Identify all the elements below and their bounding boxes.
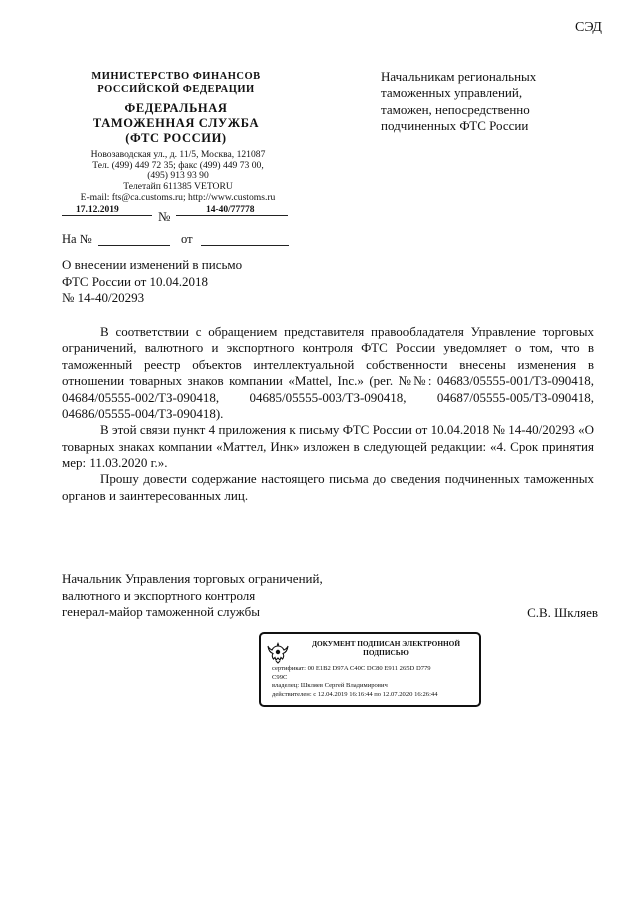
stamp-details <box>272 665 477 699</box>
service-line-2: ТАМОЖЕННАЯ СЛУЖБА <box>92 116 260 130</box>
contact-teletype: Телетайп 611385 VETORU <box>123 181 233 193</box>
subject-line-1: О внесении изменений в письмо <box>62 257 243 272</box>
signatory-position <box>62 571 323 621</box>
position-line-2: валютного и экспортного контроля <box>62 587 256 603</box>
subject-line-3: № 14-40/20293 <box>62 290 145 306</box>
signatory-name: С.В. Шкляев <box>527 605 598 620</box>
stamp-title-line-1: ДОКУМЕНТ ПОДПИСАН ЭЛЕКТРОННОЙ <box>311 639 461 648</box>
registration-number-label: № <box>158 209 171 224</box>
contact-address: Новозаводская ул., д. 11/5, Москва, 121087 <box>90 149 266 160</box>
stamp-certificate-cont: C99C <box>272 673 288 681</box>
ministry-line-1: МИНИСТЕРСТВО ФИНАНСОВ <box>91 71 261 82</box>
stamp-title-line-2: ПОДПИСЬЮ <box>363 647 409 657</box>
registration-number <box>176 205 288 216</box>
eagle-emblem-icon <box>266 640 290 664</box>
registration-date <box>62 205 152 216</box>
ministry-line-2: РОССИЙСКОЙ ФЕДЕРАЦИИ <box>97 83 255 95</box>
contacts-block <box>62 150 294 204</box>
contact-email: E-mail: fts@ca.customs.ru; http://www.customs.ru <box>80 191 276 203</box>
ministry-name <box>60 71 292 96</box>
body-paragraph-1: В соответствии с обращением представителя правообладателя Управление торговых ограничений, валютного и экспортного контроля ФТС России уведомляет о том, что в таможенный реестр объектов интеллектуальной собственности внесены изменения в отношении товарных знаков компании «Mattel, Inc.» (рег. №№: 04683/05555-001/ТЗ-090418, 04684/05555-002/ТЗ-090418, 04685/05555-003/ТЗ-090418, 04687/05555-005/ТЗ-090418, 04686/05555-004/ТЗ-090418). <box>62 324 594 421</box>
addressee-line-4: подчиненных ФТС России <box>381 117 529 133</box>
registration-number-value: 14-40/77778 <box>206 205 255 215</box>
stamp-title <box>295 640 477 658</box>
ot-label: от <box>181 232 193 246</box>
service-name <box>60 101 292 146</box>
ot-blank <box>201 245 289 246</box>
letter-body <box>62 324 594 504</box>
subject-line-2: ФТС России от 10.04.2018 <box>62 273 209 289</box>
registration-date-value: 17.12.2019 <box>76 205 119 215</box>
addressee-line-2: таможенных управлений, <box>381 85 523 101</box>
addressee-line-3: таможен, непосредственно <box>381 101 530 117</box>
addressee <box>381 69 601 134</box>
stamp-validity: действителен: с 12.04.2019 16:16:44 по 12.07.2020 16:26:44 <box>272 690 438 698</box>
contact-phone: Тел. (499) 449 72 35; факс (499) 449 73 00, <box>92 159 264 171</box>
service-line-1: ФЕДЕРАЛЬНАЯ <box>124 101 228 115</box>
addressee-line-1: Начальникам региональных <box>381 69 537 84</box>
position-line-1: Начальник Управления торговых ограничений, <box>62 571 323 586</box>
e-signature-stamp <box>259 632 481 707</box>
body-paragraph-3: Прошу довести содержание настоящего письма до сведения подчиненных таможенных органов и заинтересованных лиц. <box>62 471 594 503</box>
stamp-certificate: сертификат: 00 E1B2 D97A C40C DC80 E911 265D D779 <box>272 665 431 672</box>
na-blank <box>98 245 170 246</box>
body-paragraph-2: В этой связи пункт 4 приложения к письму ФТС России от 10.04.2018 № 14-40/20293 «О товарных знаках компании «Маттел, Инк» изложен в следующей редакции: «4. Срок принятия мер: 11.03.2020 г.». <box>62 422 594 470</box>
contact-phone-2: (495) 913 93 90 <box>147 170 209 182</box>
service-line-3: (ФТС РОССИИ) <box>125 131 227 145</box>
na-label: На № <box>62 232 92 246</box>
position-line-3: генерал-майор таможенной службы <box>62 604 260 619</box>
letter-subject <box>62 257 292 307</box>
sed-label: СЭД <box>575 20 602 35</box>
stamp-owner: владелец: Шкляев Сергей Владимирович <box>272 682 388 690</box>
